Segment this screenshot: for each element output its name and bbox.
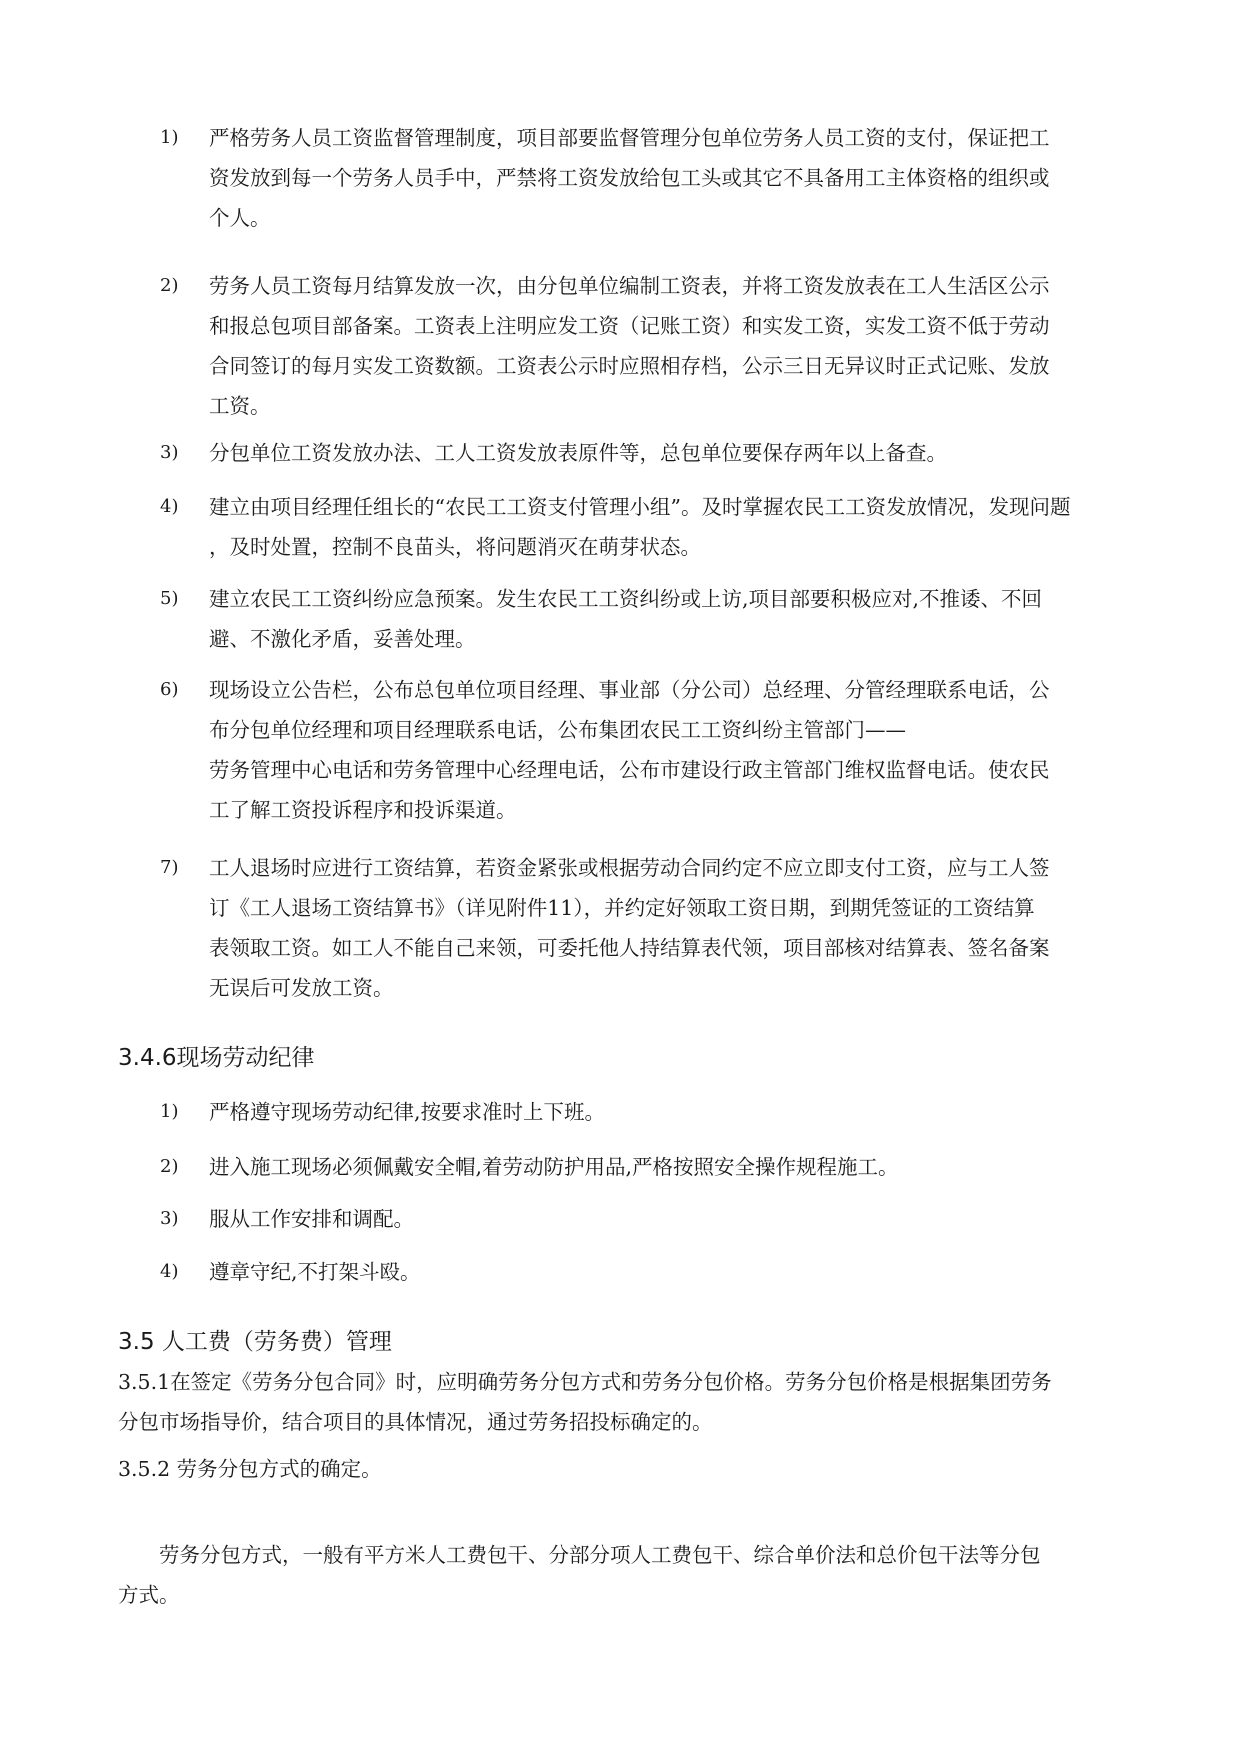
text-line: 合同签订的每月实发工资数额。工资表公示时应照相存档，公示三日无异议时正式记账、发放	[209, 354, 1050, 378]
section-heading-3-5: 3.5 人工费（劳务费）管理	[118, 1329, 392, 1355]
item-number: 2)	[160, 275, 179, 296]
text-line: 布分包单位经理和项目经理联系电话，公布集团农民工工资纠纷主管部门——	[209, 718, 906, 742]
item-text	[209, 487, 1120, 567]
list-item	[160, 1092, 1120, 1132]
text-line: 表领取工资。如工人不能自己来领，可委托他人持结算表代领，项目部核对结算表、签名备案	[209, 936, 1050, 960]
text-line: 严格遵守现场劳动纪律,按要求准时上下班。	[209, 1100, 606, 1124]
item-text	[209, 848, 1120, 1008]
text-line: 现场设立公告栏，公布总包单位项目经理、事业部（分公司）总经理、分管经理联系电话，公	[209, 678, 1050, 702]
text-line: 和报总包项目部备案。工资表上注明应发工资（记账工资）和实发工资，实发工资不低于劳动	[209, 314, 1050, 338]
item-number: 3)	[160, 442, 179, 463]
list-item	[160, 670, 1120, 830]
item-number: 2)	[160, 1156, 179, 1177]
paragraph-3-5-1	[118, 1362, 1123, 1442]
item-text	[209, 266, 1120, 426]
paragraph-3-5-2	[118, 1449, 1123, 1489]
paragraph-3-5-2-body	[118, 1535, 1123, 1615]
text-line: 资发放到每一个劳务人员手中，严禁将工资发放给包工头或其它不具备用工主体资格的组织或	[209, 166, 1050, 190]
list-item	[160, 848, 1120, 1008]
text-line: 3.5.1在签定《劳务分包合同》时，应明确劳务分包方式和劳务分包价格。劳务分包价格是根据集团劳务	[118, 1370, 1052, 1394]
text-line: 方式。	[118, 1583, 180, 1607]
text-line: 分包单位工资发放办法、工人工资发放表原件等，总包单位要保存两年以上备查。	[209, 441, 947, 465]
item-number: 1)	[160, 127, 179, 148]
item-text	[209, 670, 1120, 830]
text-line: 订《工人退场工资结算书》（详见附件11），并约定好领取工资日期，到期凭签证的工资结算	[209, 896, 1035, 920]
item-text	[209, 433, 1120, 473]
text-line: 分包市场指导价，结合项目的具体情况，通过劳务招投标确定的。	[118, 1410, 713, 1434]
text-line: 工资。	[209, 394, 271, 418]
text-line: 劳务分包方式，一般有平方米人工费包干、分部分项人工费包干、综合单价法和总价包干法等分包	[118, 1543, 1041, 1567]
text-line: 严格劳务人员工资监督管理制度，项目部要监督管理分包单位劳务人员工资的支付，保证把工	[209, 126, 1050, 150]
text-line: ，及时处置，控制不良苗头，将问题消灭在萌芽状态。	[209, 535, 701, 559]
text-line: 工了解工资投诉程序和投诉渠道。	[209, 798, 517, 822]
item-number: 4)	[160, 1261, 179, 1282]
text-line: 劳务人员工资每月结算发放一次，由分包单位编制工资表，并将工资发放表在工人生活区公示	[209, 274, 1050, 298]
text-line: 劳务管理中心电话和劳务管理中心经理电话，公布市建设行政主管部门维权监督电话。使农民	[209, 758, 1050, 782]
list-item	[160, 487, 1120, 567]
item-text	[209, 579, 1120, 659]
item-number: 4)	[160, 496, 179, 517]
item-text	[209, 1199, 1120, 1239]
item-text	[209, 118, 1120, 238]
item-number: 6)	[160, 679, 179, 700]
item-number: 3)	[160, 1208, 179, 1229]
text-line: 个人。	[209, 206, 271, 230]
text-line: 遵章守纪,不打架斗殴。	[209, 1260, 421, 1284]
list-item	[160, 1199, 1120, 1239]
text-line: 3.5.2 劳务分包方式的确定。	[118, 1457, 382, 1481]
text-line: 服从工作安排和调配。	[209, 1207, 414, 1231]
item-number: 7)	[160, 857, 179, 878]
text-line: 避、不激化矛盾，妥善处理。	[209, 627, 476, 651]
item-text	[209, 1092, 1120, 1132]
list-item	[160, 1252, 1120, 1292]
item-text	[209, 1147, 1120, 1187]
list-item	[160, 579, 1120, 659]
text-line: 进入施工现场必须佩戴安全帽,着劳动防护用品,严格按照安全操作规程施工。	[209, 1155, 899, 1179]
text-line: 无误后可发放工资。	[209, 976, 394, 1000]
section-heading-3-4-6: 3.4.6现场劳动纪律	[118, 1045, 315, 1071]
item-number: 1)	[160, 1101, 179, 1122]
item-number: 5)	[160, 588, 179, 609]
list-item	[160, 1147, 1120, 1187]
item-text	[209, 1252, 1120, 1292]
list-item	[160, 266, 1120, 426]
list-item	[160, 433, 1120, 473]
text-line: 建立由项目经理任组长的“农民工工资支付管理小组”。及时掌握农民工工资发放情况，发现问题	[209, 495, 1071, 519]
text-line: 工人退场时应进行工资结算，若资金紧张或根据劳动合同约定不应立即支付工资，应与工人签	[209, 856, 1050, 880]
list-item	[160, 118, 1120, 238]
text-line: 建立农民工工资纠纷应急预案。发生农民工工资纠纷或上访,项目部要积极应对,不推诿、不回	[209, 587, 1043, 611]
